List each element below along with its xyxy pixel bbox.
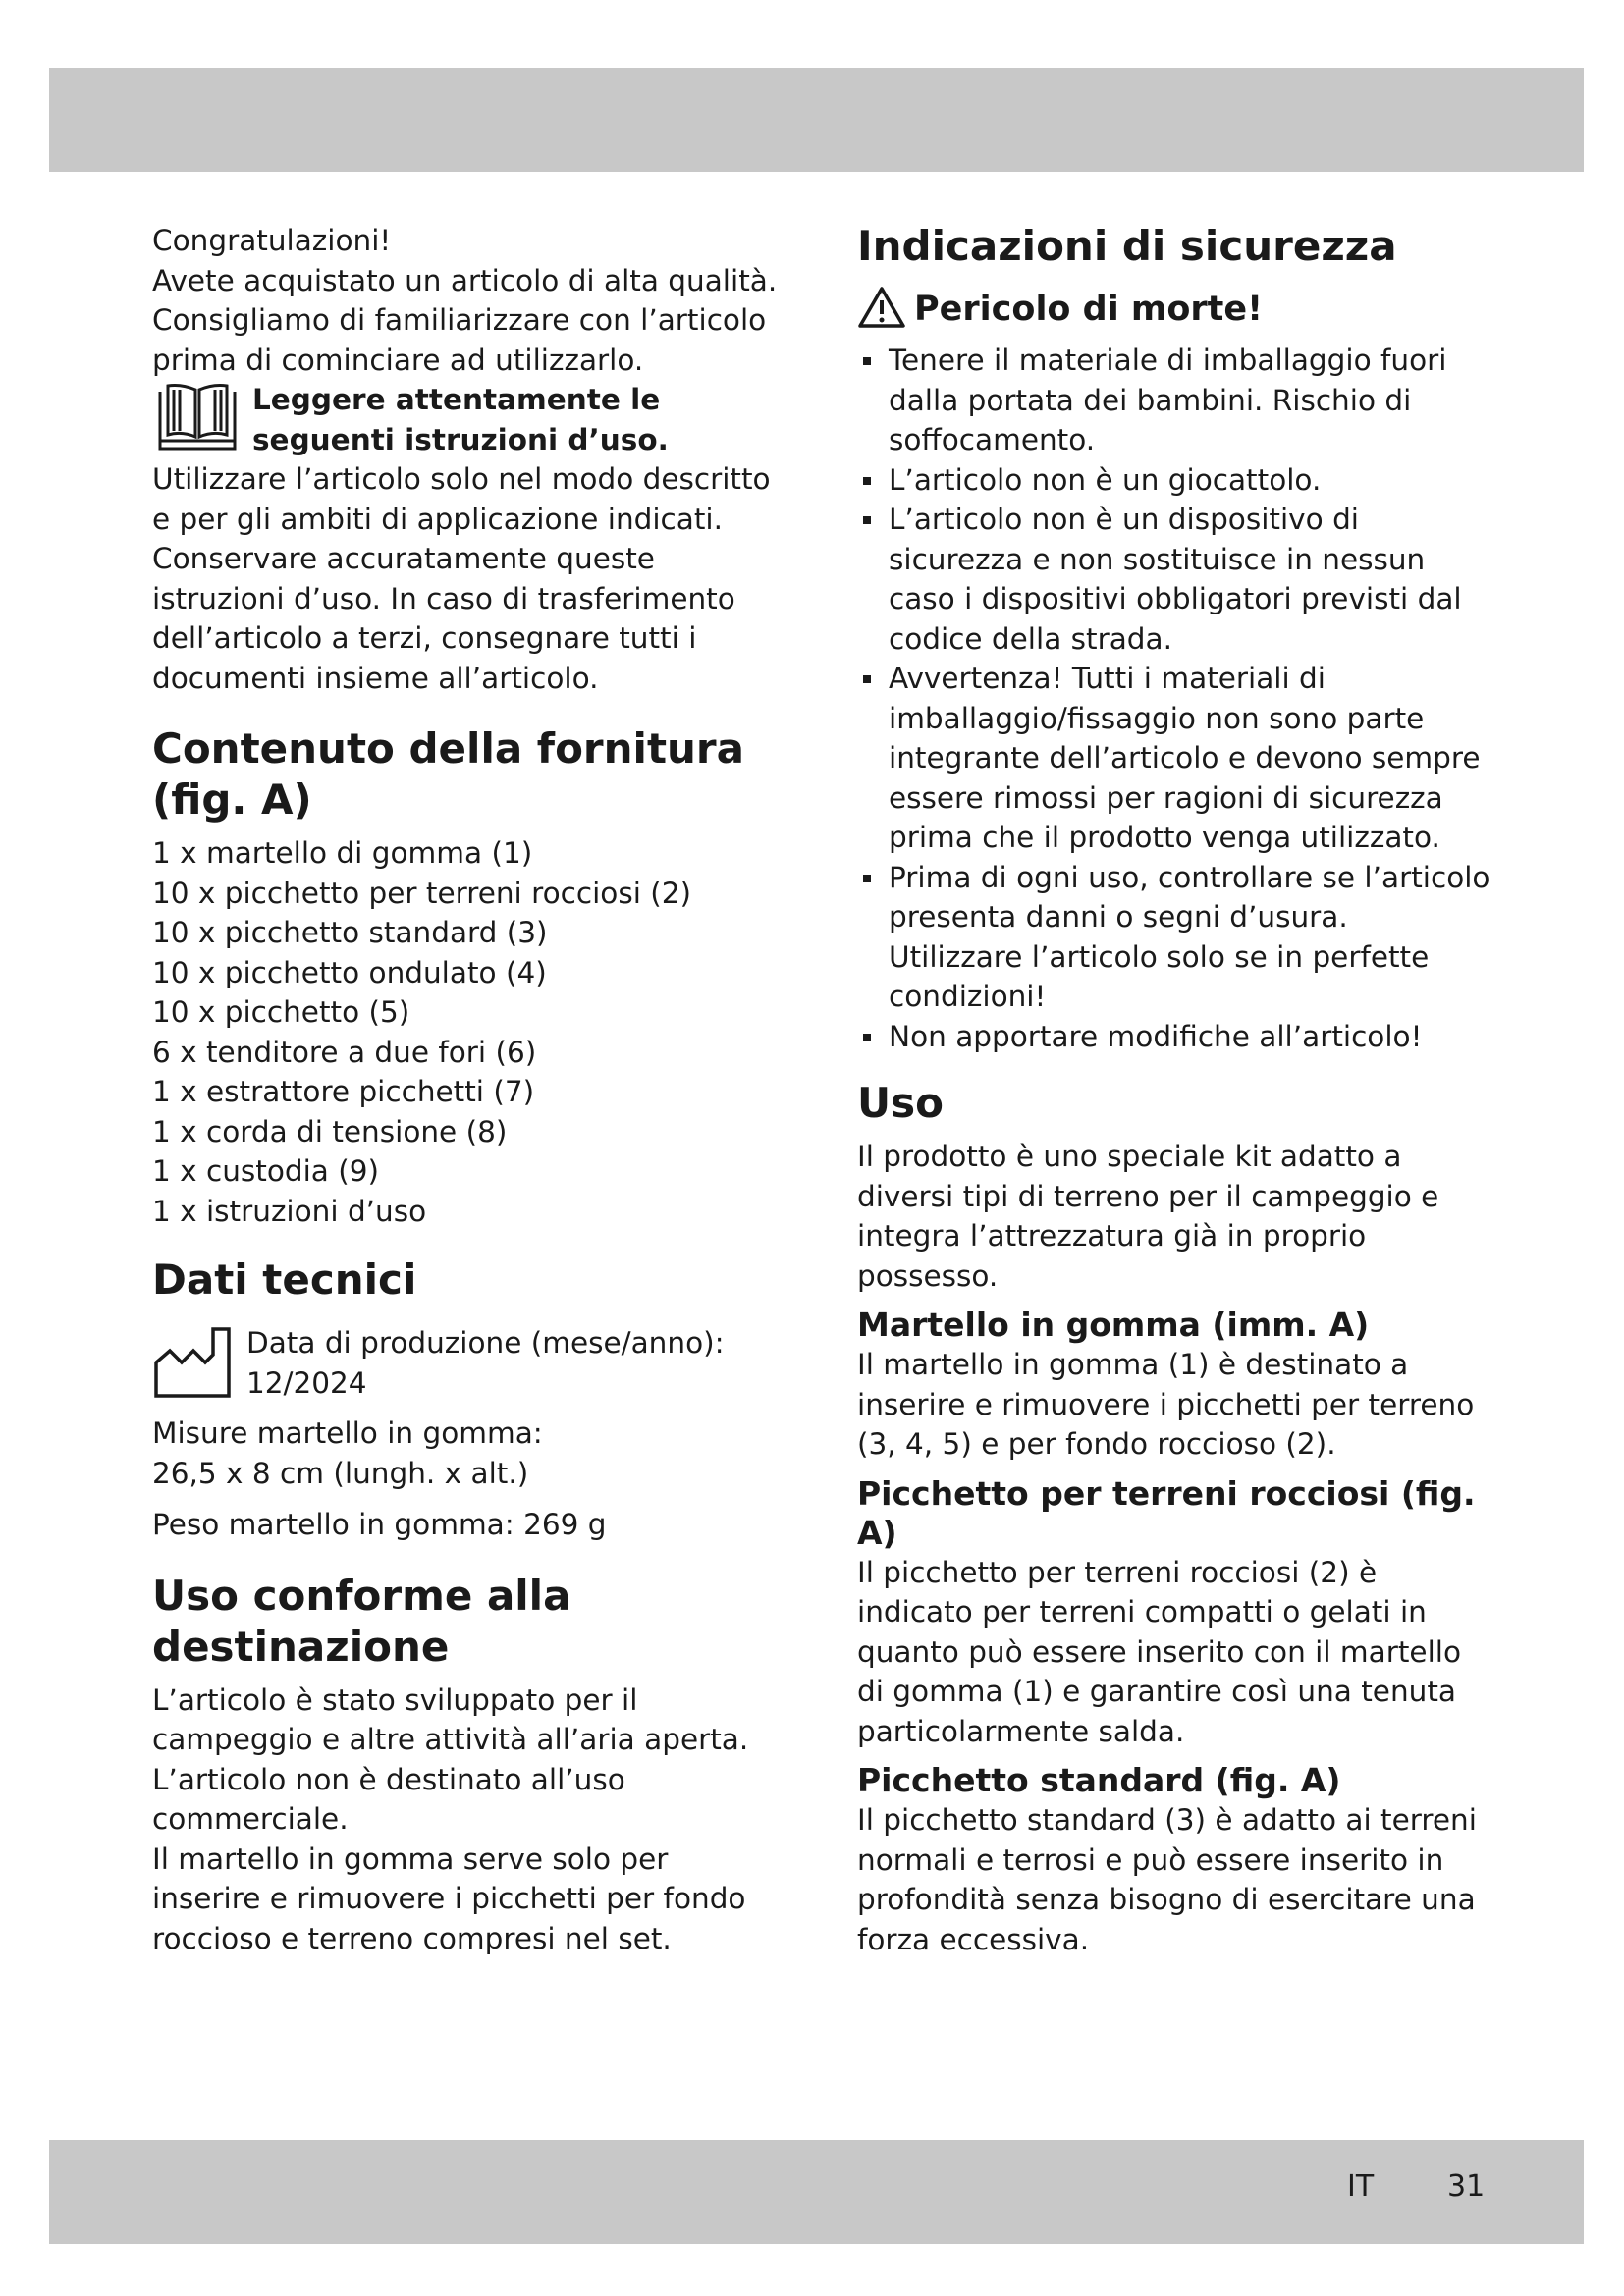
factory-date-icon [152, 1323, 237, 1404]
list-item: 1 x corda di tensione (8) [152, 1114, 508, 1148]
safety-heading: Indicazioni di sicurezza [857, 222, 1397, 270]
size-value: 26,5 x 8 cm (lungh. x alt.) [152, 1456, 529, 1490]
read-notice [152, 380, 781, 459]
list-item: Tenere il materiale di imballaggio fuori dalla portata dei bambini. Rischio di soffocamento. [857, 341, 1490, 460]
standard-stake-text: Il picchetto standard (3) è adatto ai terreni normali e terrosi e può essere inserito in profondità senza bisogno di esercitare una forza eccessiva. [857, 1803, 1477, 1956]
list-item: Prima di ogni uso, controllare se l’articolo presenta danni o segni d’usura. Utilizzare l’articolo solo se in perfette condizioni! [857, 858, 1490, 1017]
intro-body: Utilizzare l’articolo solo nel modo descritto e per gli ambiti di applicazione indicati. Conservare accuratamente queste istruzioni d’uso. In caso di trasferimento dell’articolo a terzi, consegnare tutti i documenti insieme all’articolo. [152, 462, 771, 695]
rock-stake-text: Il picchetto per terreni rocciosi (2) è indicato per terreni compatti o gelati in quanto può essere inserito con il martello di gomma (1) e garantire così una tenuta particolarmente salda. [857, 1555, 1462, 1748]
contents-heading: Contenuto della fornitura (fig. A) [152, 724, 744, 824]
intended-use-p2: L’articolo non è destinato all’uso commerciale. [152, 1762, 625, 1836]
right-column [857, 221, 1490, 1959]
use-text: Il prodotto è uno speciale kit adatto a diversi tipi di terreno per il campeggio e integra l’attrezzatura già in proprio possesso. [857, 1140, 1439, 1293]
hammer-heading: Martello in gomma (imm. A) [857, 1306, 1370, 1344]
book-icon [152, 380, 243, 458]
intended-use-heading: Uso conforme alla destinazione [152, 1571, 571, 1671]
list-item: 1 x istruzioni d’uso [152, 1194, 427, 1228]
production-label: Data di produzione (mese/anno): [246, 1326, 725, 1360]
hammer-text: Il martello in gomma (1) è destinato a inserire e rimuovere i picchetti per terreno (3, 4, 5) e per fondo roccioso (2). [857, 1348, 1475, 1461]
left-column [152, 221, 781, 1958]
read-notice-text: Leggere attentamente le seguenti istruzioni d’uso. [252, 383, 669, 456]
weight-text: Peso martello in gomma: 269 g [152, 1508, 607, 1541]
list-item: Non apportare modifiche all’articolo! [857, 1017, 1490, 1057]
tech-heading: Dati tecnici [152, 1255, 417, 1304]
list-item: 10 x picchetto per terreni rocciosi (2) [152, 876, 692, 910]
list-item: 10 x picchetto standard (3) [152, 916, 548, 949]
list-item: L’articolo non è un dispositivo di sicurezza e non sostituisce in nessun caso i dispositivi obbligatori previsti dal codice della strada. [857, 500, 1490, 659]
list-item: L’articolo non è un giocattolo. [857, 460, 1490, 501]
list-item: 10 x picchetto ondulato (4) [152, 955, 547, 989]
standard-stake-heading: Picchetto standard (fig. A) [857, 1761, 1341, 1799]
list-item: 1 x martello di gomma (1) [152, 836, 533, 870]
contents-list [152, 833, 781, 1231]
intro-text: Avete acquistato un articolo di alta qualità. Consigliamo di familiarizzare con l’articolo prima di cominciare ad utilizzarlo. [152, 263, 778, 377]
list-item: Avvertenza! Tutti i materiali di imballaggio/fissaggio non sono parte integrante dell’articolo e devono sempre essere rimossi per ragioni di sicurezza prima che il prodotto venga utilizzato. [857, 659, 1490, 858]
list-item: 1 x estrattore picchetti (7) [152, 1075, 535, 1108]
production-date [152, 1323, 781, 1404]
warning-icon [857, 286, 906, 333]
safety-list [857, 341, 1490, 1056]
intro-greeting: Congratulazioni! [152, 224, 392, 257]
list-item: 1 x custodia (9) [152, 1154, 380, 1188]
intended-use-p1: L’articolo è stato sviluppato per il campeggio e altre attività all’aria aperta. [152, 1682, 749, 1756]
footer-language: IT [1347, 2169, 1375, 2204]
danger-label: Pericolo di morte! [914, 290, 1264, 329]
use-heading: Uso [857, 1079, 944, 1127]
list-item: 10 x picchetto (5) [152, 995, 410, 1029]
rock-stake-heading: Picchetto per terreni rocciosi (fig. A) [857, 1473, 1476, 1552]
size-label: Misure martello in gomma: [152, 1416, 543, 1450]
production-value: 12/2024 [246, 1365, 367, 1400]
header-bar [49, 68, 1584, 172]
list-item: 6 x tenditore a due fori (6) [152, 1035, 537, 1069]
intended-use-p3: Il martello in gomma serve solo per inserire e rimuovere i picchetti per fondo roccioso e terreno compresi nel set. [152, 1842, 746, 1955]
danger-notice [857, 286, 1490, 333]
page-number: 31 [1447, 2169, 1486, 2204]
